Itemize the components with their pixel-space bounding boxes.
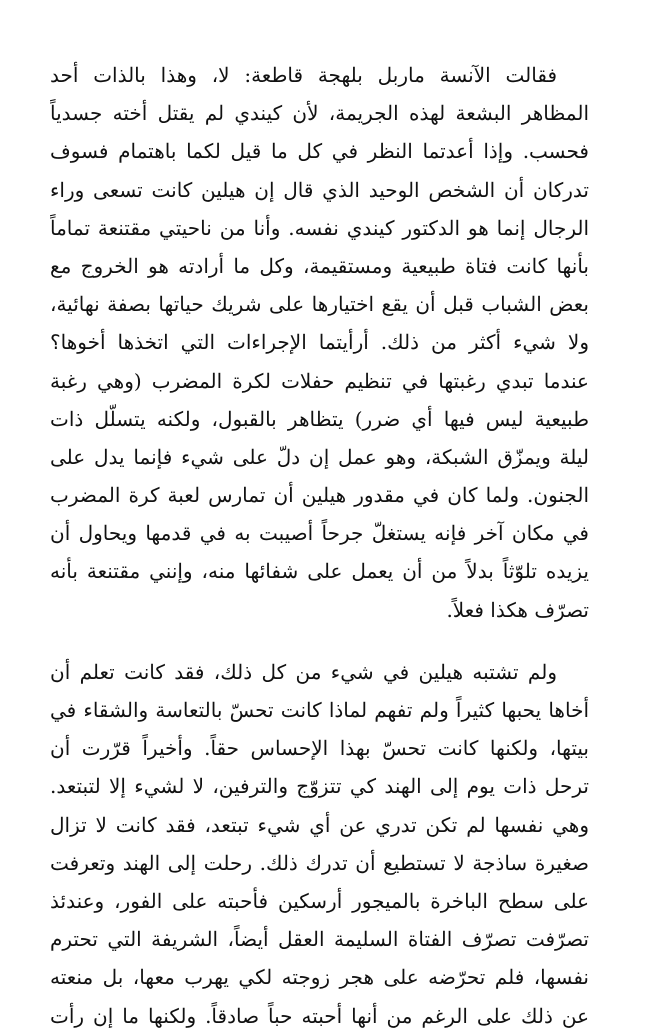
- text-line: وهي نفسها لم تكن تدري عن أي شيء تبتعد، فقد كانت لا تزال: [50, 812, 589, 837]
- text-line: ولم تشتبه هيلين في شيء من كل ذلك، فقد كانت تعلم أن: [50, 659, 557, 684]
- text-line: ولا شيء أكثر من ذلك. أرأيتما الإجراءات التي اتخذها أخوها؟: [50, 330, 589, 355]
- text-line: فحسب. وإذا أعدتما النظر في كل ما قيل لكما باهتمام فسوف: [50, 139, 589, 164]
- text-line: طبيعية ليس فيها أي ضرر) يتظاهر بالقبول، ولكنه يتسلّل ذات: [50, 406, 589, 431]
- text-line: الجنون. ولما كان في مقدور هيلين أن تمارس لعبة كرة المضرب: [50, 483, 589, 508]
- text-line: الرجال إنما هو الدكتور كيندي نفسه. وأنا من ناحيتي مقتنعة تماماً: [50, 215, 589, 240]
- paragraph-1: [50, 56, 589, 629]
- text-line: ترحل ذات يوم إلى الهند كي تتزوّج والترفين، لا لشيء إلا لتبتعد.: [50, 774, 589, 799]
- text-line: بعض الشباب قبل أن يقع اختيارها على شريك حياتها بصفة نهائية،: [50, 292, 589, 317]
- text-line: فقالت الآنسة ماربل بلهجة قاطعة: لا، وهذا بالذات أحد: [50, 63, 557, 87]
- text-line: بيتها، ولكنها كانت تحسّ بهذا الإحساس حقاً. وأخيراً قرّرت أن: [50, 736, 589, 761]
- text-line: نفسها، فلم تحرّضه على هجر زوجته لكي يهرب معها، بل منعته: [50, 965, 589, 990]
- text-line: عندما تبدي رغبتها في تنظيم حفلات لكرة المضرب (وهي رغبة: [50, 368, 589, 393]
- text-line: تصرّفت تصرّف الفتاة السليمة العقل أيضاً، الشريفة التي تحترم: [50, 927, 589, 952]
- text-line: يزيده تلوّثاً بدلاً من أن يعمل على شفائها منه، وإنني مقتنعة بأنه: [50, 559, 589, 584]
- text-line: صغيرة ساذجة لا تستطيع أن تدرك ذلك. رحلت إلى الهند وتعرفت: [50, 850, 589, 875]
- text-line: على سطح الباخرة بالميجور أرسكين فأحبته على الفور، وعندئذ: [50, 888, 589, 913]
- text-line: تدركان أن الشخص الوحيد الذي قال إن هيلين كانت تسعى وراء: [50, 177, 589, 202]
- text-line: بأنها كانت فتاة طبيعية ومستقيمة، وكل ما أرادته هو الخروج مع: [50, 253, 589, 278]
- text-line: عن ذلك على الرغم من أنها أحبته حباً صادقاً. ولكنها ما إن رأت: [50, 1003, 589, 1028]
- text-line: المظاهر البشعة لهذه الجريمة، لأن كيندي لم يقتل أخته جسدياً: [50, 101, 589, 126]
- text-line: تصرّف هكذا فعلاً.: [446, 597, 589, 622]
- text-line: ليلة ويمزّق الشبكة، وهو عمل إن دلّ على شيء فإنما يدل على: [50, 444, 589, 469]
- paragraph-2: [50, 653, 589, 1035]
- text-line: أخاها يحبها كثيراً ولم تفهم لماذا كانت تحسّ بالتعاسة والشقاء في: [50, 698, 589, 722]
- text-line: في مكان آخر فإنه يستغلّ جرحاً أصيبت به في قدمها ويحاول أن: [50, 521, 589, 546]
